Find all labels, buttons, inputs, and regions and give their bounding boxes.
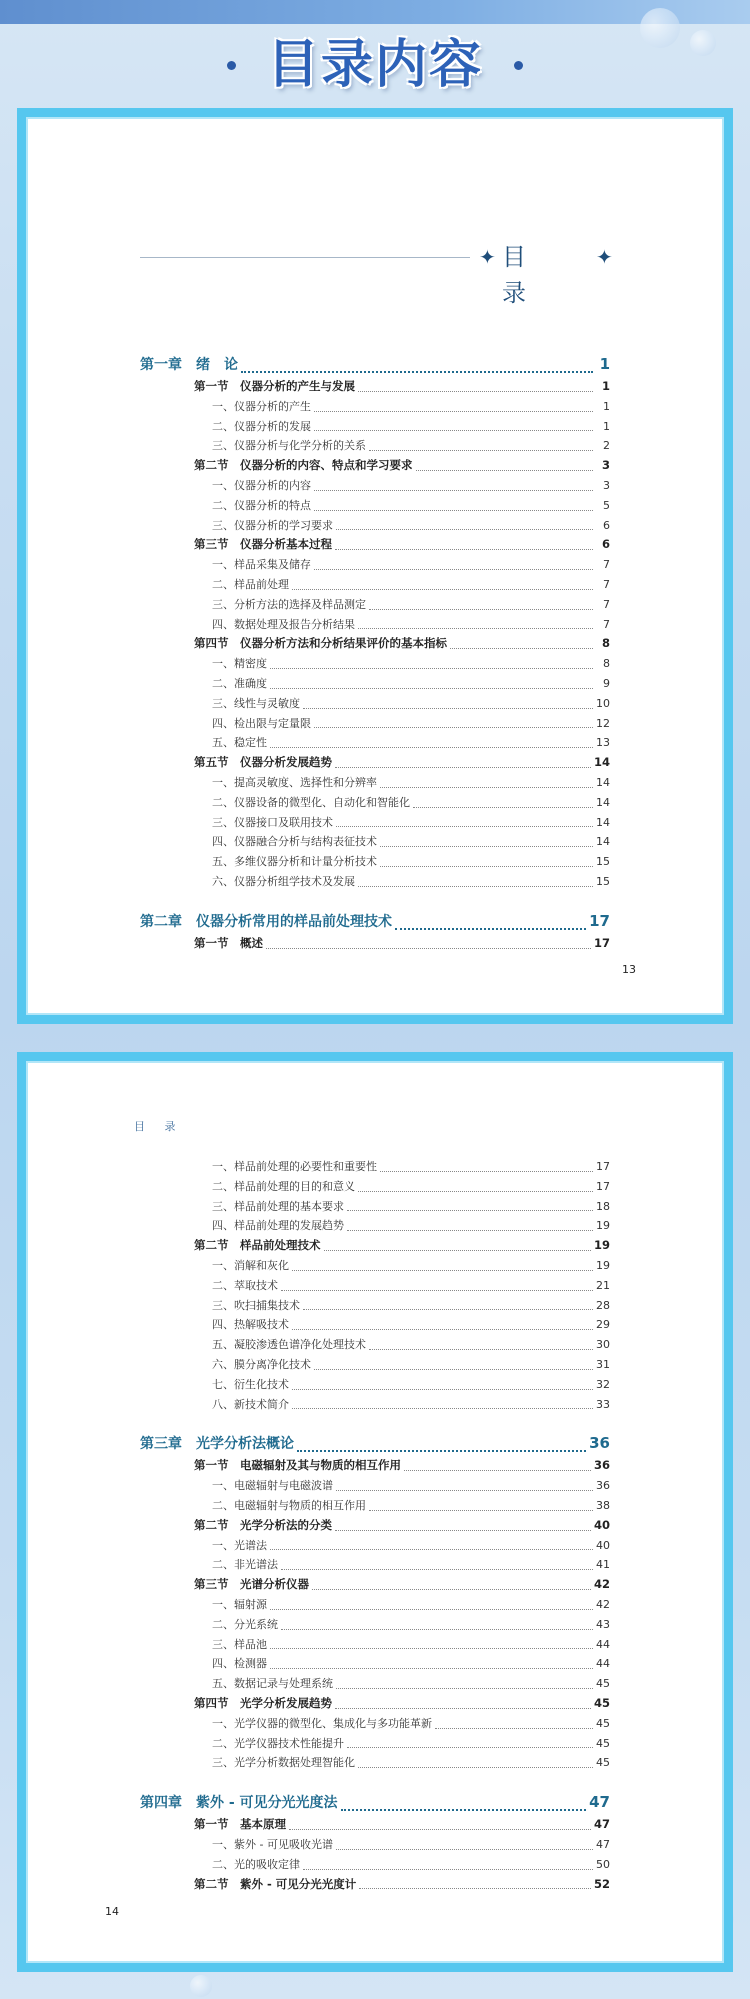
toc-entry-label: 三、吹扫捕集技术 — [212, 1298, 300, 1312]
toc-entry-label: 第三章 光学分析法概论 — [140, 1436, 294, 1453]
dot-leader — [369, 1348, 593, 1350]
toc-entry-label: 第二节 仪器分析的内容、特点和学习要求 — [194, 458, 413, 473]
dot-leader — [314, 1368, 593, 1370]
toc-sub-entry[interactable] — [140, 1178, 610, 1198]
toc-spacer — [140, 1774, 610, 1792]
toc-sub-entry[interactable] — [140, 1537, 610, 1557]
toc-entry-label: 一、辐射源 — [212, 1597, 267, 1611]
dot-leader — [369, 1509, 593, 1511]
dot-leader — [292, 1388, 593, 1390]
toc-entry-page: 14 — [596, 795, 610, 809]
toc-sub-entry[interactable] — [140, 556, 610, 576]
dot-leader — [266, 947, 591, 949]
dot-leader — [281, 1628, 593, 1630]
toc-sub-entry[interactable] — [140, 477, 610, 497]
dot-leader — [324, 1249, 591, 1251]
toc-entry-label: 二、准确度 — [212, 676, 267, 690]
toc-sub-entry[interactable] — [140, 1497, 610, 1517]
dot-leader — [336, 1489, 593, 1491]
toc-entry-label: 第二章 仪器分析常用的样品前处理技术 — [140, 913, 392, 930]
dot-leader — [341, 1808, 587, 1811]
toc-entry-page: 41 — [596, 1558, 610, 1572]
toc-entry-page: 7 — [603, 558, 610, 572]
dot-leader — [380, 865, 593, 867]
toc-section-entry[interactable] — [140, 457, 610, 477]
banner-dot-left — [227, 61, 236, 70]
toc-section-entry[interactable] — [140, 1517, 610, 1537]
toc-entry-label: 五、稳定性 — [212, 736, 267, 750]
dot-leader — [270, 687, 593, 689]
dot-leader — [335, 1707, 591, 1709]
toc-entry-page: 9 — [603, 676, 610, 690]
dot-leader — [292, 1407, 593, 1409]
dot-leader — [314, 429, 593, 431]
toc-entry-label: 二、电磁辐射与物质的相互作用 — [212, 1498, 366, 1512]
toc-entry-page: 5 — [603, 498, 610, 512]
toc-entry-page: 38 — [596, 1498, 610, 1512]
dot-leader — [435, 1727, 593, 1729]
toc-entry-label: 三、线性与灵敏度 — [212, 696, 300, 710]
toc-entry-page: 7 — [603, 597, 610, 611]
sparkle-icon: ✦ — [479, 245, 496, 269]
dot-leader — [380, 845, 593, 847]
dot-leader — [335, 548, 593, 550]
toc-entry-page: 14 — [596, 775, 610, 789]
toc-sub-entry[interactable] — [140, 734, 610, 754]
toc-entry-page: 17 — [596, 1160, 610, 1173]
toc-entry-page: 36 — [593, 1458, 610, 1473]
toc-entry-label: 一、光谱法 — [212, 1538, 267, 1552]
toc-section-entry[interactable] — [140, 1457, 610, 1477]
toc-entry-page: 8 — [603, 657, 610, 671]
toc-entry-label: 第一章 绪 论 — [140, 357, 238, 373]
dot-leader — [335, 766, 591, 768]
toc-section-entry[interactable] — [140, 635, 610, 655]
toc-entry-page: 3 — [601, 458, 610, 473]
dot-leader — [292, 1328, 593, 1330]
dot-leader — [358, 390, 593, 392]
toc-entry-label: 五、凝胶渗透色谱净化处理技术 — [212, 1338, 366, 1352]
dot-leader — [289, 1828, 591, 1830]
toc-entry-label: 五、多维仪器分析和计量分析技术 — [212, 855, 377, 869]
dot-leader — [303, 1868, 593, 1870]
toc-entry-label: 二、分光系统 — [212, 1617, 278, 1631]
toc-entry-page: 42 — [596, 1597, 610, 1611]
toc-entry-label: 一、仪器分析的内容 — [212, 478, 311, 492]
toc-entry-page: 17 — [593, 935, 610, 950]
page-number: 14 — [105, 1905, 119, 1918]
toc-sub-entry[interactable] — [140, 517, 610, 537]
toc-entry-label: 二、仪器分析的特点 — [212, 498, 311, 512]
dot-leader — [303, 1308, 593, 1310]
toc-entry-page: 44 — [596, 1657, 610, 1671]
toc-entry-page: 47 — [589, 1793, 610, 1812]
toc-sub-entry[interactable] — [140, 1477, 610, 1497]
toc-entry-label: 一、紫外 - 可见吸收光谱 — [212, 1837, 333, 1851]
dot-leader — [358, 627, 593, 629]
toc-entry-page: 2 — [603, 439, 610, 453]
toc-section-entry[interactable] — [140, 536, 610, 556]
toc-entry-page: 31 — [596, 1357, 610, 1371]
toc-entry-label: 第一节 电磁辐射及其与物质的相互作用 — [194, 1458, 401, 1473]
dot-leader — [281, 1568, 593, 1570]
dot-leader — [380, 1170, 593, 1172]
toc-sub-entry[interactable] — [140, 715, 610, 735]
toc-entry-label: 第四节 仪器分析方法和分析结果评价的基本指标 — [194, 636, 447, 651]
toc-sub-entry[interactable] — [140, 616, 610, 636]
toc-entry-page: 3 — [603, 478, 610, 492]
dot-leader — [241, 370, 593, 373]
toc-entry-page: 14 — [593, 755, 610, 770]
dot-leader — [336, 528, 593, 530]
toc-entry-label: 第三节 仪器分析基本过程 — [194, 537, 332, 552]
toc-sub-entry[interactable] — [140, 873, 610, 893]
toc-sub-entry[interactable] — [140, 398, 610, 418]
toc-sub-entry[interactable] — [140, 497, 610, 517]
toc-entry-page: 32 — [596, 1377, 610, 1391]
top-banner-band — [0, 0, 750, 24]
toc-sub-entry[interactable] — [140, 1356, 610, 1376]
toc-sub-entry[interactable] — [140, 1217, 610, 1237]
toc-entry-page: 15 — [596, 874, 610, 888]
dot-leader — [270, 667, 593, 669]
toc-sub-entry[interactable] — [140, 1376, 610, 1396]
toc-entry-label: 三、仪器分析与化学分析的关系 — [212, 439, 366, 453]
toc-entry-page: 15 — [596, 855, 610, 869]
dot-leader — [292, 1269, 593, 1271]
toc-entry-label: 第三节 光谱分析仪器 — [194, 1577, 309, 1592]
dot-leader — [314, 568, 593, 570]
toc-entry-page: 36 — [596, 1479, 610, 1493]
dot-leader — [270, 1548, 593, 1550]
toc-page-14 — [17, 1052, 733, 1972]
toc-entry-page: 47 — [596, 1837, 610, 1851]
toc-section-entry[interactable] — [140, 1816, 610, 1836]
toc-entry-page: 14 — [596, 815, 610, 829]
toc-entry-label: 一、消解和灰化 — [212, 1258, 289, 1272]
toc-section-entry[interactable] — [140, 1237, 610, 1257]
page-number: 13 — [622, 963, 636, 976]
toc-sub-entry[interactable] — [140, 675, 610, 695]
toc-entry-label: 三、仪器接口及联用技术 — [212, 815, 333, 829]
toc-entry-page: 21 — [596, 1278, 610, 1292]
toc-sub-entry[interactable] — [140, 1675, 610, 1695]
toc-entry-page: 12 — [596, 716, 610, 730]
dot-leader — [335, 1529, 591, 1531]
toc-entry-label: 第四节 光学分析发展趋势 — [194, 1695, 332, 1710]
dot-leader — [358, 1766, 593, 1768]
toc-list — [140, 354, 610, 955]
dot-leader — [303, 707, 593, 709]
toc-entry-label: 一、样品前处理的必要性和重要性 — [212, 1160, 377, 1173]
toc-sub-entry[interactable] — [140, 1596, 610, 1616]
dot-leader — [314, 489, 593, 491]
toc-entry-page: 18 — [596, 1199, 610, 1213]
dot-leader — [336, 825, 593, 827]
toc-sub-entry[interactable] — [140, 1715, 610, 1735]
toc-sub-entry[interactable] — [140, 1735, 610, 1755]
toc-entry-page: 8 — [601, 636, 610, 651]
toc-sub-entry[interactable] — [140, 833, 610, 853]
toc-chapter-entry[interactable] — [140, 911, 610, 935]
toc-section-entry[interactable] — [140, 1576, 610, 1596]
toc-entry-page: 19 — [593, 1238, 610, 1253]
toc-entry-label: 一、样品采集及储存 — [212, 558, 311, 572]
toc-section-entry[interactable] — [140, 1695, 610, 1715]
toc-entry-page: 19 — [596, 1219, 610, 1233]
toc-entry-page: 7 — [603, 617, 610, 631]
toc-entry-label: 二、仪器设备的微型化、自动化和智能化 — [212, 795, 410, 809]
toc-entry-label: 二、样品前处理 — [212, 577, 289, 591]
toc-entry-page: 47 — [593, 1817, 610, 1832]
toc-entry-label: 二、仪器分析的发展 — [212, 419, 311, 433]
toc-entry-label: 四、检出限与定量限 — [212, 716, 311, 730]
toc-entry-label: 一、光学仪器的微型化、集成化与多功能革新 — [212, 1716, 432, 1730]
toc-entry-label: 第四章 紫外 - 可见分光光度法 — [140, 1795, 338, 1812]
banner-dot-right — [514, 61, 523, 70]
toc-sub-entry[interactable] — [140, 1316, 610, 1336]
toc-entry-page: 52 — [593, 1876, 610, 1891]
toc-chapter-entry[interactable] — [140, 1433, 610, 1457]
toc-entry-page: 42 — [593, 1577, 610, 1592]
toc-entry-page: 19 — [596, 1258, 610, 1272]
banner-title: 目录内容 — [266, 35, 483, 95]
toc-sub-entry[interactable] — [140, 1297, 610, 1317]
toc-entry-page: 10 — [596, 696, 610, 710]
sparkle-icon: ✦ — [596, 245, 613, 269]
dot-leader — [292, 588, 593, 590]
toc-entry-label: 二、光学仪器技术性能提升 — [212, 1736, 344, 1750]
toc-entry-page: 45 — [593, 1695, 610, 1710]
toc-sub-entry[interactable] — [140, 1198, 610, 1218]
toc-entry-page: 45 — [596, 1736, 610, 1750]
toc-sub-entry[interactable] — [140, 1636, 610, 1656]
toc-chapter-entry[interactable] — [140, 354, 610, 378]
toc-list — [140, 1158, 610, 1895]
dot-leader — [413, 806, 593, 808]
toc-entry-label: 二、样品前处理的目的和意义 — [212, 1179, 355, 1193]
toc-entry-label: 四、热解吸技术 — [212, 1318, 289, 1332]
dot-leader — [314, 726, 593, 728]
toc-entry-page: 1 — [599, 355, 610, 373]
toc-entry-page: 45 — [596, 1677, 610, 1691]
toc-sub-entry[interactable] — [140, 1616, 610, 1636]
toc-sub-entry[interactable] — [140, 794, 610, 814]
toc-section-entry[interactable] — [140, 754, 610, 774]
toc-entry-page: 40 — [596, 1538, 610, 1552]
dot-leader — [347, 1209, 593, 1211]
toc-entry-label: 八、新技术简介 — [212, 1397, 289, 1411]
toc-entry-page: 13 — [596, 736, 610, 750]
dot-leader — [270, 1667, 593, 1669]
toc-entry-label: 六、仪器分析组学技术及发展 — [212, 874, 355, 888]
toc-sub-entry[interactable] — [140, 1158, 610, 1178]
toc-sub-entry[interactable] — [140, 1556, 610, 1576]
toc-sub-entry[interactable] — [140, 1257, 610, 1277]
dot-leader — [281, 1289, 593, 1291]
toc-entry-label: 一、仪器分析的产生 — [212, 399, 311, 413]
toc-entry-label: 第二节 紫外 - 可见分光光度计 — [194, 1876, 357, 1891]
toc-section-entry[interactable] — [140, 378, 610, 398]
toc-entry-label: 五、数据记录与处理系统 — [212, 1677, 333, 1691]
toc-sub-entry[interactable] — [140, 1396, 610, 1416]
toc-entry-label: 三、分析方法的选择及样品测定 — [212, 597, 366, 611]
toc-sub-entry[interactable] — [140, 418, 610, 438]
toc-sub-entry[interactable] — [140, 437, 610, 457]
toc-section-entry[interactable] — [140, 1876, 610, 1896]
toc-entry-page: 17 — [596, 1179, 610, 1193]
toc-chapter-entry[interactable] — [140, 1792, 610, 1816]
toc-entry-page: 17 — [589, 911, 610, 930]
toc-entry-page: 1 — [603, 399, 610, 413]
dot-leader — [270, 746, 593, 748]
toc-entry-label: 三、样品前处理的基本要求 — [212, 1199, 344, 1213]
toc-section-entry[interactable] — [140, 935, 610, 955]
toc-sub-entry[interactable] — [140, 1336, 610, 1356]
toc-entry-page: 43 — [596, 1617, 610, 1631]
toc-entry-label: 六、膜分离净化技术 — [212, 1357, 311, 1371]
toc-entry-label: 一、电磁辐射与电磁波谱 — [212, 1479, 333, 1493]
dot-leader — [312, 1588, 591, 1590]
toc-entry-page: 36 — [589, 1434, 610, 1453]
toc-sub-entry[interactable] — [140, 1277, 610, 1297]
toc-sub-entry[interactable] — [140, 814, 610, 834]
toc-entry-label: 第二节 光学分析法的分类 — [194, 1517, 332, 1532]
decorative-bubble — [190, 1975, 212, 1997]
dot-leader — [380, 786, 593, 788]
dot-leader — [369, 449, 593, 451]
toc-entry-page: 1 — [601, 379, 610, 393]
toc-entry-label: 二、光的吸收定律 — [212, 1857, 300, 1871]
toc-sub-entry[interactable] — [140, 853, 610, 873]
toc-entry-label: 一、精密度 — [212, 657, 267, 671]
toc-entry-page: 28 — [596, 1298, 610, 1312]
toc-entry-page: 7 — [603, 577, 610, 591]
toc-sub-entry[interactable] — [140, 1836, 610, 1856]
toc-entry-page: 1 — [603, 419, 610, 433]
dot-leader — [270, 1647, 593, 1649]
toc-sub-entry[interactable] — [140, 655, 610, 675]
toc-entry-label: 七、衍生化技术 — [212, 1377, 289, 1391]
toc-entry-label: 三、样品池 — [212, 1637, 267, 1651]
dot-leader — [369, 608, 593, 610]
toc-sub-entry[interactable] — [140, 774, 610, 794]
dot-leader — [336, 1687, 593, 1689]
toc-header — [140, 237, 613, 307]
toc-entry-page: 14 — [596, 835, 610, 849]
toc-entry-page: 45 — [596, 1756, 610, 1770]
toc-entry-page: 29 — [596, 1318, 610, 1332]
dot-leader — [359, 1887, 591, 1889]
toc-entry-label: 四、仪器融合分析与结构表征技术 — [212, 835, 377, 849]
dot-leader — [347, 1229, 593, 1231]
toc-spacer — [140, 1415, 610, 1433]
dot-leader — [314, 410, 593, 412]
dot-leader — [358, 1190, 593, 1192]
toc-entry-page: 6 — [601, 537, 610, 552]
toc-entry-label: 第一节 基本原理 — [194, 1817, 286, 1832]
toc-entry-label: 四、检测器 — [212, 1657, 267, 1671]
toc-entry-label: 四、数据处理及报告分析结果 — [212, 617, 355, 631]
dot-leader — [416, 469, 594, 471]
toc-sub-entry[interactable] — [140, 1754, 610, 1774]
toc-entry-page: 44 — [596, 1637, 610, 1651]
dot-leader — [347, 1746, 593, 1748]
dot-leader — [297, 1449, 586, 1452]
toc-sub-entry[interactable] — [140, 695, 610, 715]
toc-entry-label: 第一节 仪器分析的产生与发展 — [194, 379, 355, 393]
toc-entry-label: 第五节 仪器分析发展趋势 — [194, 755, 332, 770]
dot-leader — [358, 885, 593, 887]
toc-entry-page: 45 — [596, 1716, 610, 1730]
toc-spacer — [140, 893, 610, 911]
dot-leader — [404, 1469, 591, 1471]
dot-leader — [450, 647, 593, 649]
toc-sub-entry[interactable] — [140, 576, 610, 596]
toc-entry-page: 40 — [593, 1517, 610, 1532]
toc-entry-label: 第一节 概述 — [194, 935, 263, 950]
toc-entry-label: 二、非光谱法 — [212, 1558, 278, 1572]
toc-title: 目 录 — [502, 243, 548, 307]
toc-entry-label: 第二节 样品前处理技术 — [194, 1238, 321, 1253]
toc-entry-page: 50 — [596, 1857, 610, 1871]
dot-leader — [314, 509, 593, 511]
toc-entry-label: 四、样品前处理的发展趋势 — [212, 1219, 344, 1233]
toc-entry-label: 一、提高灵敏度、选择性和分辨率 — [212, 775, 377, 789]
toc-entry-label: 二、萃取技术 — [212, 1278, 278, 1292]
toc-entry-page: 30 — [596, 1338, 610, 1352]
toc-entry-page: 6 — [603, 518, 610, 532]
running-head: 目 录 — [134, 1120, 184, 1133]
toc-entry-label: 三、光学分析数据处理智能化 — [212, 1756, 355, 1770]
header-rule — [140, 257, 470, 258]
dot-leader — [270, 1608, 593, 1610]
dot-leader — [336, 1848, 593, 1850]
toc-entry-label: 三、仪器分析的学习要求 — [212, 518, 333, 532]
dot-leader — [395, 927, 586, 930]
toc-page-13 — [17, 108, 733, 1024]
banner — [0, 30, 750, 100]
toc-sub-entry[interactable] — [140, 596, 610, 616]
toc-sub-entry[interactable] — [140, 1856, 610, 1876]
toc-entry-page: 33 — [596, 1397, 610, 1411]
toc-sub-entry[interactable] — [140, 1655, 610, 1675]
